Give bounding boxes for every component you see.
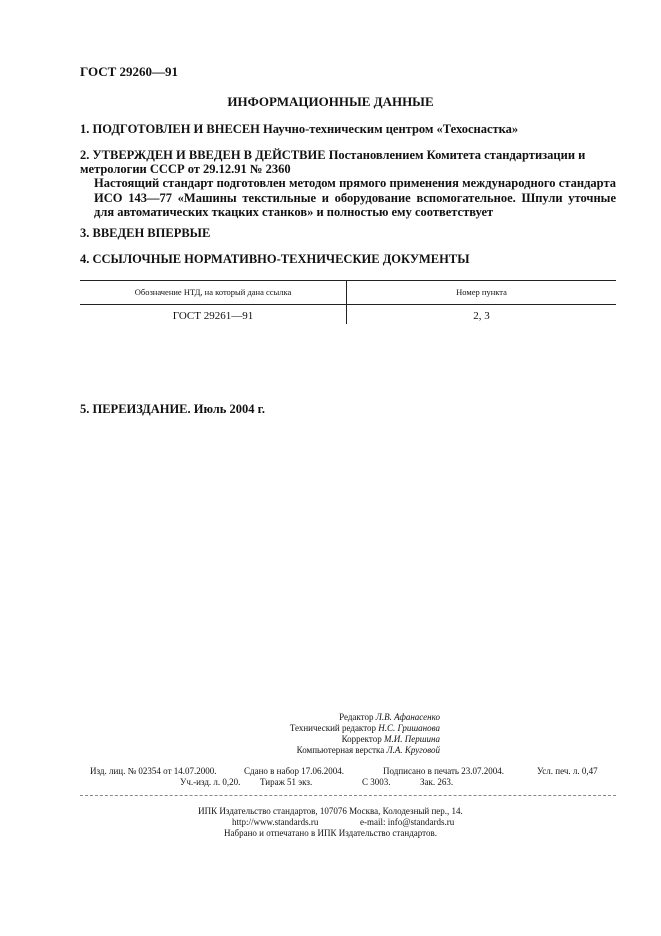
credit-editor — [150, 712, 440, 723]
publication-print-sheets: Усл. печ. л. 0,47 — [537, 766, 598, 776]
footer-address: ИПК Издательство стандартов, 107076 Москва, Колодезный пер., 14. — [198, 806, 463, 816]
info-item-2 — [80, 148, 616, 176]
document-code: ГОСТ 29260—91 — [80, 64, 179, 79]
footer-website: http://www.standards.ru — [232, 817, 319, 827]
publication-code: С 3003. — [362, 777, 391, 787]
item-number: 2. — [80, 148, 90, 162]
info-item-5 — [80, 402, 265, 416]
publication-order: Зак. 263. — [420, 777, 454, 787]
footer-divider — [80, 795, 616, 796]
item-heading: УТВЕРЖДЕН И ВВЕДЕН В ДЕЙСТВИЕ — [92, 148, 326, 162]
item-heading: ССЫЛОЧНЫЕ НОРМАТИВНО-ТЕХНИЧЕСКИЕ ДОКУМЕНТЫ — [92, 252, 470, 266]
item-heading: ПОДГОТОВЛЕН И ВНЕСЕН — [92, 122, 260, 136]
item-text: Июль 2004 г. — [193, 402, 265, 416]
item-text: Постановлением Комитета стандартизации и метрологии СССР от 29.12.91 № 2360 — [80, 148, 586, 176]
item-heading: ВВЕДЕН ВПЕРВЫЕ — [92, 226, 211, 240]
item-number: 1. — [80, 122, 90, 136]
table-top-border — [80, 280, 616, 281]
credit-name: Н.С. Гришанова — [378, 723, 440, 733]
credit-role: Технический редактор — [289, 723, 377, 733]
credit-layout — [150, 745, 440, 756]
item-number: 5. — [80, 402, 90, 416]
item-number: 3. — [80, 226, 90, 240]
item-number: 4. — [80, 252, 90, 266]
credit-proofreader — [150, 734, 440, 745]
publication-submitted: Сдано в набор 17.06.2004. — [244, 766, 345, 776]
footer-email: e-mail: info@standards.ru — [360, 817, 455, 827]
credit-name: М.И. Першина — [384, 734, 440, 744]
item-2-paragraph: Настоящий стандарт подготовлен методом прямого применения международного стандарта ИСО 143—77 «Машины текстильные и оборудование вспомогательное. Шпули уточные для автоматических ткацких станков» и полностью ему соответствует — [94, 176, 616, 219]
credit-role: Редактор — [339, 712, 374, 722]
credit-role: Компьютерная верстка — [296, 745, 385, 755]
page-title: ИНФОРМАЦИОННЫЕ ДАННЫЕ — [227, 94, 434, 109]
info-item-3 — [80, 226, 210, 240]
credit-name: Л.В. Афанасенко — [375, 712, 440, 722]
info-item-1 — [80, 122, 518, 136]
publication-license: Изд. лиц. № 02354 от 14.07.2000. — [90, 766, 217, 776]
item-heading: ПЕРЕИЗДАНИЕ. — [92, 402, 191, 416]
publication-pub-sheets: Уч.-изд. л. 0,20. — [180, 777, 241, 787]
item-text: Научно-техническим центром «Техоснастка» — [263, 122, 519, 136]
credit-tech-editor — [150, 723, 440, 734]
table-header-border — [80, 304, 616, 305]
table-cell-document: ГОСТ 29261—91 — [172, 310, 254, 322]
footer-printed-by: Набрано и отпечатано в ИПК Издательство стандартов. — [224, 828, 437, 838]
credit-name: Л.А. Круговой — [386, 745, 440, 755]
table-header-clause: Номер пункта — [456, 287, 507, 297]
info-item-4 — [80, 252, 469, 266]
publication-signed: Подписано в печать 23.07.2004. — [383, 766, 505, 776]
table-cell-clause: 2, 3 — [473, 310, 490, 322]
publication-print-run: Тираж 51 экз. — [260, 777, 313, 787]
table-header-document: Обозначение НТД, на который дана ссылка — [134, 287, 292, 297]
credit-role: Корректор — [341, 734, 382, 744]
